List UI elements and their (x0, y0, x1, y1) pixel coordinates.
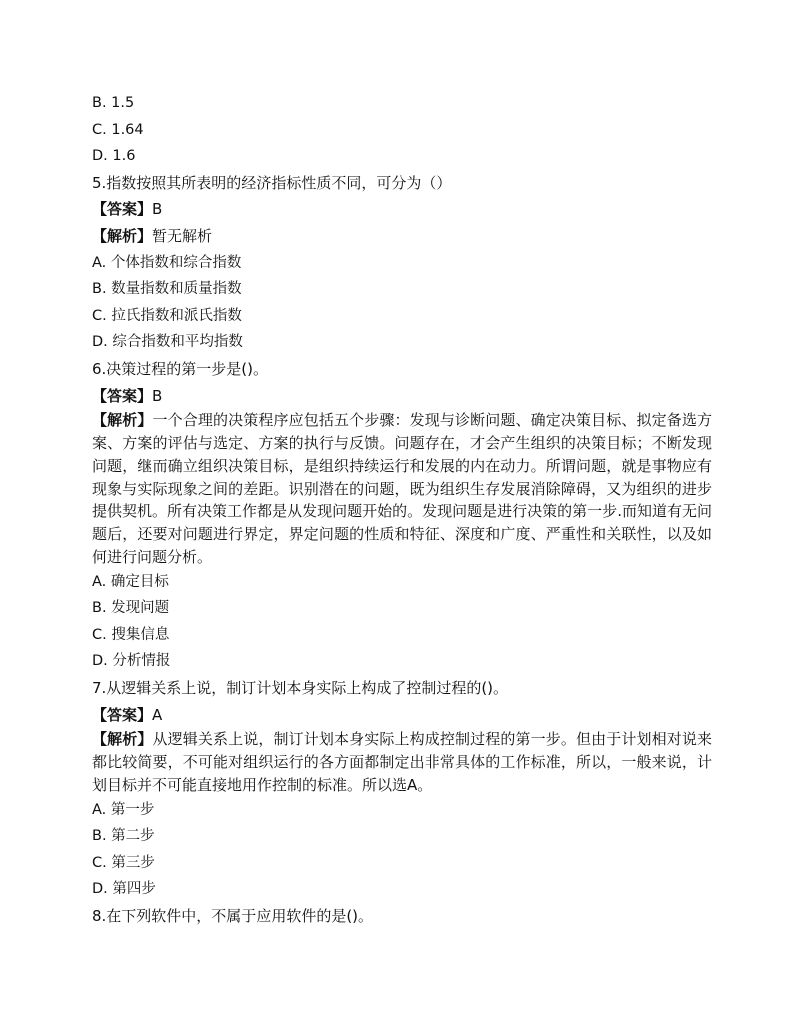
analysis-text: 一个合理的决策程序应包括五个步骤：发现与诊断问题、确定决策目标、拟定备选方案、方案的评估与选定、方案的执行与反馈。问题存在，才会产生组织的决策目标；不断发现问题，继而确立组织决策目标，是组织持续运行和发展的内在动力。所谓问题，就是事物应有现象与实际现象之间的差距。识别潜在的问题，既为组织生存发展消除障碍，又为组织的进步提供契机。所有决策工作都是从发现问题开始的。发现问题是进行决策的第一步.而知道有无问题后，还要对问题进行界定，界定问题的性质和特征、深度和广度、严重性和关联性，以及如何进行问题分析。 (92, 411, 712, 566)
analysis-tag: 【解析】 (92, 411, 153, 430)
analysis-text: 从逻辑关系上说，制订计划本身实际上构成控制过程的第一步。但由于计划相对说来都比较简要，不可能对组织运行的各方面都制定出非常具体的工作标准，所以，一般来说，计划目标并不可能直接地用作控制的标准。所以选A。 (92, 730, 712, 794)
analysis-7 (92, 728, 712, 796)
answer-tag: 【答案】 (92, 705, 153, 724)
document-page (92, 90, 712, 930)
question-5: 5.指数按照其所表明的经济指标性质不同，可分为（） (92, 173, 452, 192)
answer-5 (92, 196, 712, 223)
question-8: 8.在下列软件中，不属于应用软件的是()。 (92, 907, 374, 926)
answer-tag: 【答案】 (92, 200, 153, 219)
question-6: 6.决策过程的第一步是()。 (92, 359, 269, 378)
option-d: D. 1.6 (92, 148, 136, 165)
option-c: C. 第三步 (92, 854, 155, 871)
option-a: A. 第一步 (92, 801, 155, 818)
option-b: B. 数量指数和质量指数 (92, 281, 242, 298)
option-d: D. 综合指数和平均指数 (92, 334, 243, 351)
answer-tag: 【答案】 (92, 386, 153, 405)
option-c: C. 拉氏指数和派氏指数 (92, 307, 242, 324)
option-b: B. 发现问题 (92, 600, 170, 617)
option-a: A. 确定目标 (92, 573, 169, 590)
option-c: C. 1.64 (92, 121, 144, 138)
option-c: C. 搜集信息 (92, 626, 170, 643)
answer-7 (92, 702, 712, 729)
option-a: A. 个体指数和综合指数 (92, 254, 242, 271)
option-b: B. 1.5 (92, 95, 135, 111)
question-7: 7.从逻辑关系上说，制订计划本身实际上构成了控制过程的()。 (92, 679, 509, 698)
analysis-6 (92, 409, 712, 569)
option-d: D. 分析情报 (92, 653, 171, 670)
analysis-tag: 【解析】 (92, 226, 153, 245)
answer-value: A (152, 705, 163, 724)
analysis-text: 暂无解析 (152, 226, 213, 245)
answer-value: B (152, 200, 163, 219)
option-b: B. 第二步 (92, 828, 155, 845)
option-d: D. 第四步 (92, 881, 156, 898)
answer-6 (92, 383, 712, 410)
analysis-tag: 【解析】 (92, 730, 153, 749)
analysis-5 (92, 223, 712, 250)
answer-value: B (152, 386, 163, 405)
